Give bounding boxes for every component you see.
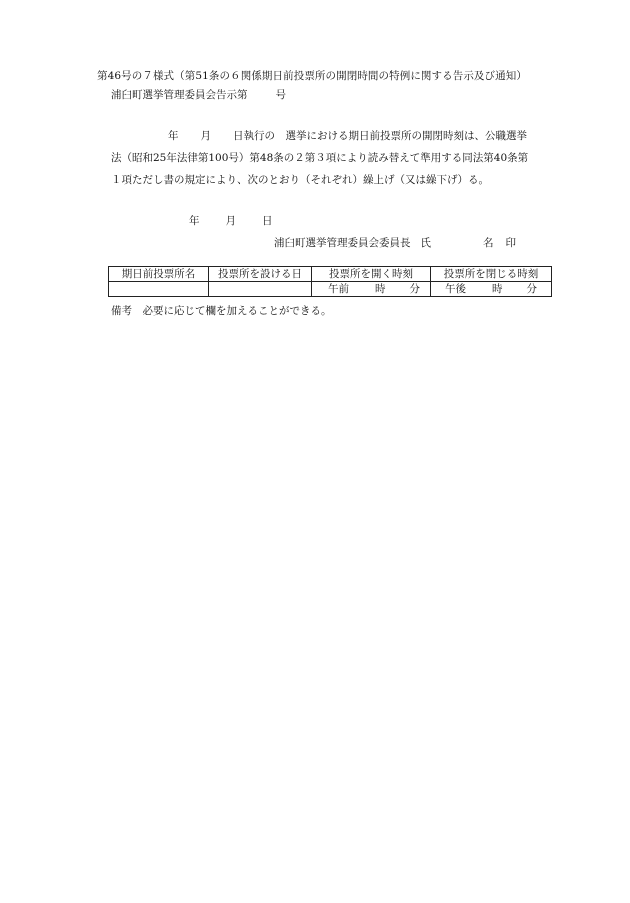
header-polling-place-name: 期日前投票所名 xyxy=(109,267,209,282)
cell-close-time[interactable] xyxy=(431,282,552,297)
body-line-2: 法（昭和25年法律第100号）第48条の２第３項により読み替えて準用する同法第40条第 xyxy=(111,152,529,164)
remarks: 備考 必要に応じて欄を加えることができる。 xyxy=(111,305,332,317)
notice-suffix: 号 xyxy=(275,89,286,101)
header-setup-date: 投票所を設ける日 xyxy=(209,267,312,282)
signature-line xyxy=(274,236,516,250)
body-text: 日執行の 選挙における期日前投票所の開閉時刻は、公職選挙 xyxy=(233,130,527,142)
name-label-given: 名 xyxy=(483,237,494,249)
date-line xyxy=(189,214,273,228)
close-ampm: 午後 xyxy=(445,283,466,295)
body-line-3: １項ただし書の規定により、次のとおり（それぞれ）繰上げ（又は繰下げ）る。 xyxy=(111,174,489,186)
header-close-time: 投票所を閉じる時刻 xyxy=(431,267,552,282)
open-ampm: 午前 xyxy=(328,283,349,295)
open-minute: 分 xyxy=(409,283,420,295)
cell-polling-place-name[interactable] xyxy=(109,282,209,297)
body-year: 年 xyxy=(168,130,179,142)
chairman-title: 浦臼町選挙管理委員会委員長 xyxy=(274,237,411,249)
cell-open-time[interactable] xyxy=(312,282,431,297)
name-label-surname: 氏 xyxy=(420,237,431,249)
date-month: 月 xyxy=(225,215,236,227)
date-day: 日 xyxy=(262,215,273,227)
close-minute: 分 xyxy=(526,283,537,295)
notice-prefix: 浦臼町選挙管理委員会告示第 xyxy=(111,89,248,101)
body-line-1 xyxy=(153,129,527,143)
notice-number xyxy=(111,88,286,102)
schedule-table xyxy=(108,266,552,297)
body-month: 月 xyxy=(200,130,211,142)
form-heading: 第46号の７様式（第51条の６関係期日前投票所の開閉時間の特例に関する告示及び通知） xyxy=(97,70,527,82)
table-header-row xyxy=(109,267,552,282)
cell-setup-date[interactable] xyxy=(209,282,312,297)
open-hour: 時 xyxy=(375,283,386,295)
table-row xyxy=(109,282,552,297)
seal-mark: 印 xyxy=(505,237,516,249)
date-year: 年 xyxy=(189,215,200,227)
header-open-time: 投票所を開く時刻 xyxy=(312,267,431,282)
close-hour: 時 xyxy=(492,283,503,295)
